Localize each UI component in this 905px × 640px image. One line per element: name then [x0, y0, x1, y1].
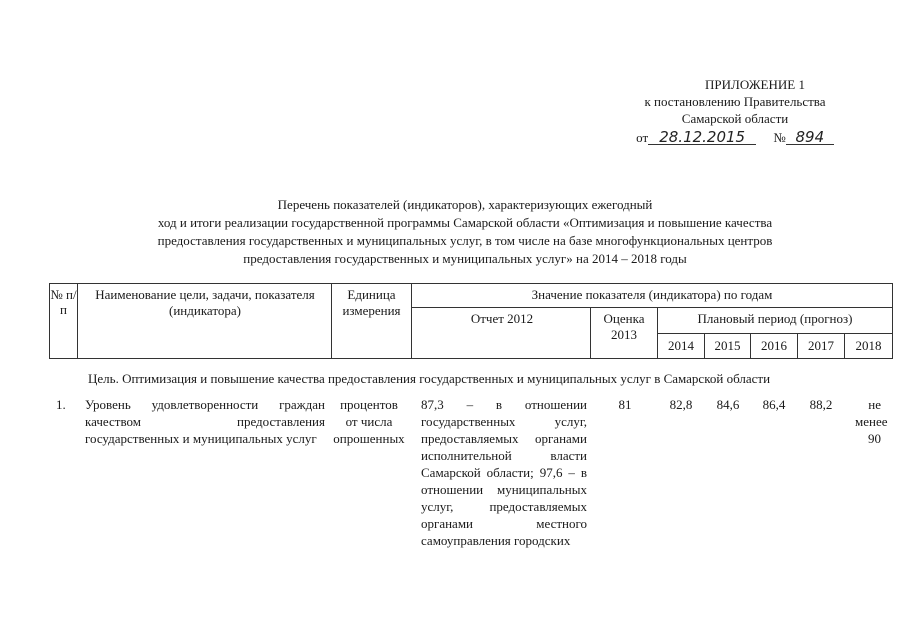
header-values: Значение показателя (индикатора) по годам [531, 287, 773, 302]
handwritten-date: 28.12.2015 [648, 130, 756, 145]
title-line-2: ход и итоги реализации государственной программы Самарской области «Оптимизация и повышение качества [157, 215, 773, 230]
header-estimate: Оценка 2013 [603, 311, 645, 342]
row-unit: процентов от числа опрошенных [333, 397, 405, 446]
header-planned: Плановый период (прогноз) [697, 311, 853, 326]
header-year-2018: 2018 [855, 338, 882, 353]
header-unit: Единица измерения [342, 287, 401, 318]
row-value-2014: 82,8 [669, 397, 693, 412]
handwritten-number: 894 [786, 130, 834, 145]
appendix-header [600, 76, 870, 146]
row-value-2016: 86,4 [762, 397, 786, 412]
row-report-2012: 87,3 – в отношении государственных услуг, предоставляемых органами исполнительной власти Самарской области; 97,6 – в отношении муниципальных услуг, предоставляемых органами местного самоуправления городских [421, 397, 587, 548]
header-year-2016: 2016 [761, 338, 787, 353]
appendix-region: Самарской области [681, 111, 789, 126]
appendix-title: ПРИЛОЖЕНИЕ 1 [705, 77, 805, 92]
row-number: 1. [56, 397, 66, 412]
header-name: Наименование цели, задачи, показателя (индикатора) [95, 287, 315, 318]
goal-row: Цель. Оптимизация и повышение качества предоставления государственных и муниципальных услуг в Самарской области [88, 371, 771, 386]
document-title [70, 196, 860, 268]
header-year-2017: 2017 [808, 338, 834, 353]
date-prefix: от [636, 130, 649, 145]
row-estimate-2013: 81 [618, 397, 632, 412]
title-line-4: предоставления государственных и муниципальных услуг» на 2014 – 2018 годы [243, 251, 687, 266]
header-year-2015: 2015 [714, 338, 741, 353]
appendix-resolution: к постановлению Правительства [644, 94, 826, 109]
row-indicator-name: Уровень удовлетворенности граждан качеством предоставления государственных и муниципальных услуг [85, 397, 325, 446]
header-num: № п/п [50, 287, 77, 317]
row-value-2017: 88,2 [809, 397, 833, 412]
title-line-1: Перечень показателей (индикаторов), характеризующих ежегодный [277, 197, 653, 212]
row-value-2018: не менее 90 [855, 397, 888, 446]
header-year-2014: 2014 [668, 338, 694, 353]
row-value-2015: 84,6 [716, 397, 740, 412]
number-prefix: № [773, 130, 786, 145]
header-report: Отчет 2012 [470, 311, 534, 326]
appendix-date-line [600, 129, 870, 146]
title-line-3: предоставления государственных и муниципальных услуг, в том числе на базе многофункциональных центров [157, 233, 773, 248]
